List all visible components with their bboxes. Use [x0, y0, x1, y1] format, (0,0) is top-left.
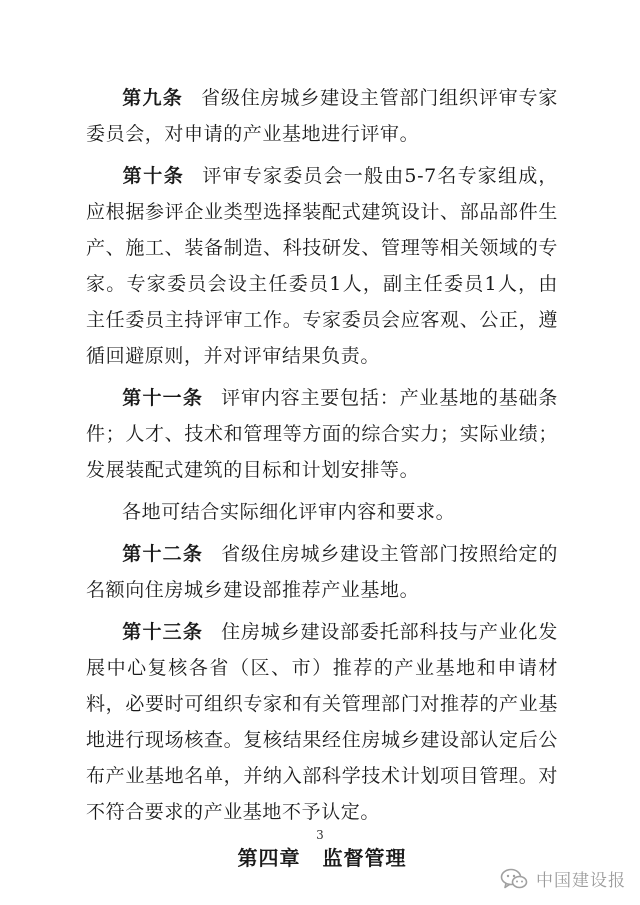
document-body	[86, 80, 558, 871]
wechat-icon	[500, 867, 528, 891]
article-text: 评审专家委员会一般由5-7名专家组成，应根据参评企业类型选择装配式建筑设计、部品部件生产、施工、装备制造、科技研发、管理等相关领域的专家。专家委员会设主任委员1人，副主任委员1人，由主任委员主持评审工作。专家委员会应客观、公正，遵循回避原则，并对评审结果负责。	[86, 165, 558, 367]
page-number: 3	[316, 828, 324, 842]
article-number: 第十三条	[122, 621, 204, 643]
paragraph-text: 各地可结合实际细化评审内容和要求。	[122, 501, 456, 523]
article-text: 住房城乡建设部委托部科技与产业化发展中心复核各省（区、市）推荐的产业基地和申请材料，必要时可组织专家和有关管理部门对推荐的产业基地进行现场核查。复核结果经住房城乡建设部认定后公布产业基地名单，并纳入部科学技术计划项目管理。对不符合要求的产业基地不予认定。	[86, 621, 558, 823]
watermark-text: 中国建设报	[536, 871, 626, 891]
article-number: 第十一条	[122, 387, 204, 409]
article-11	[86, 380, 558, 488]
chapter-heading	[86, 842, 558, 871]
article-9	[86, 80, 558, 152]
article-number: 第十二条	[122, 543, 204, 565]
watermark	[500, 866, 626, 891]
chapter-number: 第四章	[237, 846, 301, 870]
article-12	[86, 536, 558, 608]
article-text: 省级住房城乡建设主管部门组织评审专家委员会，对申请的产业基地进行评审。	[86, 87, 558, 145]
article-13	[86, 614, 558, 830]
chapter-title: 监督管理	[322, 846, 407, 870]
article-text: 省级住房城乡建设主管部门按照给定的名额向住房城乡建设部推荐产业基地。	[86, 543, 558, 601]
article-10	[86, 158, 558, 374]
article-number: 第九条	[122, 87, 183, 109]
paragraph-note	[86, 494, 558, 530]
article-number: 第十条	[122, 165, 185, 187]
article-text: 评审内容主要包括：产业基地的基础条件；人才、技术和管理等方面的综合实力；实际业绩；发展装配式建筑的目标和计划安排等。	[86, 387, 558, 481]
